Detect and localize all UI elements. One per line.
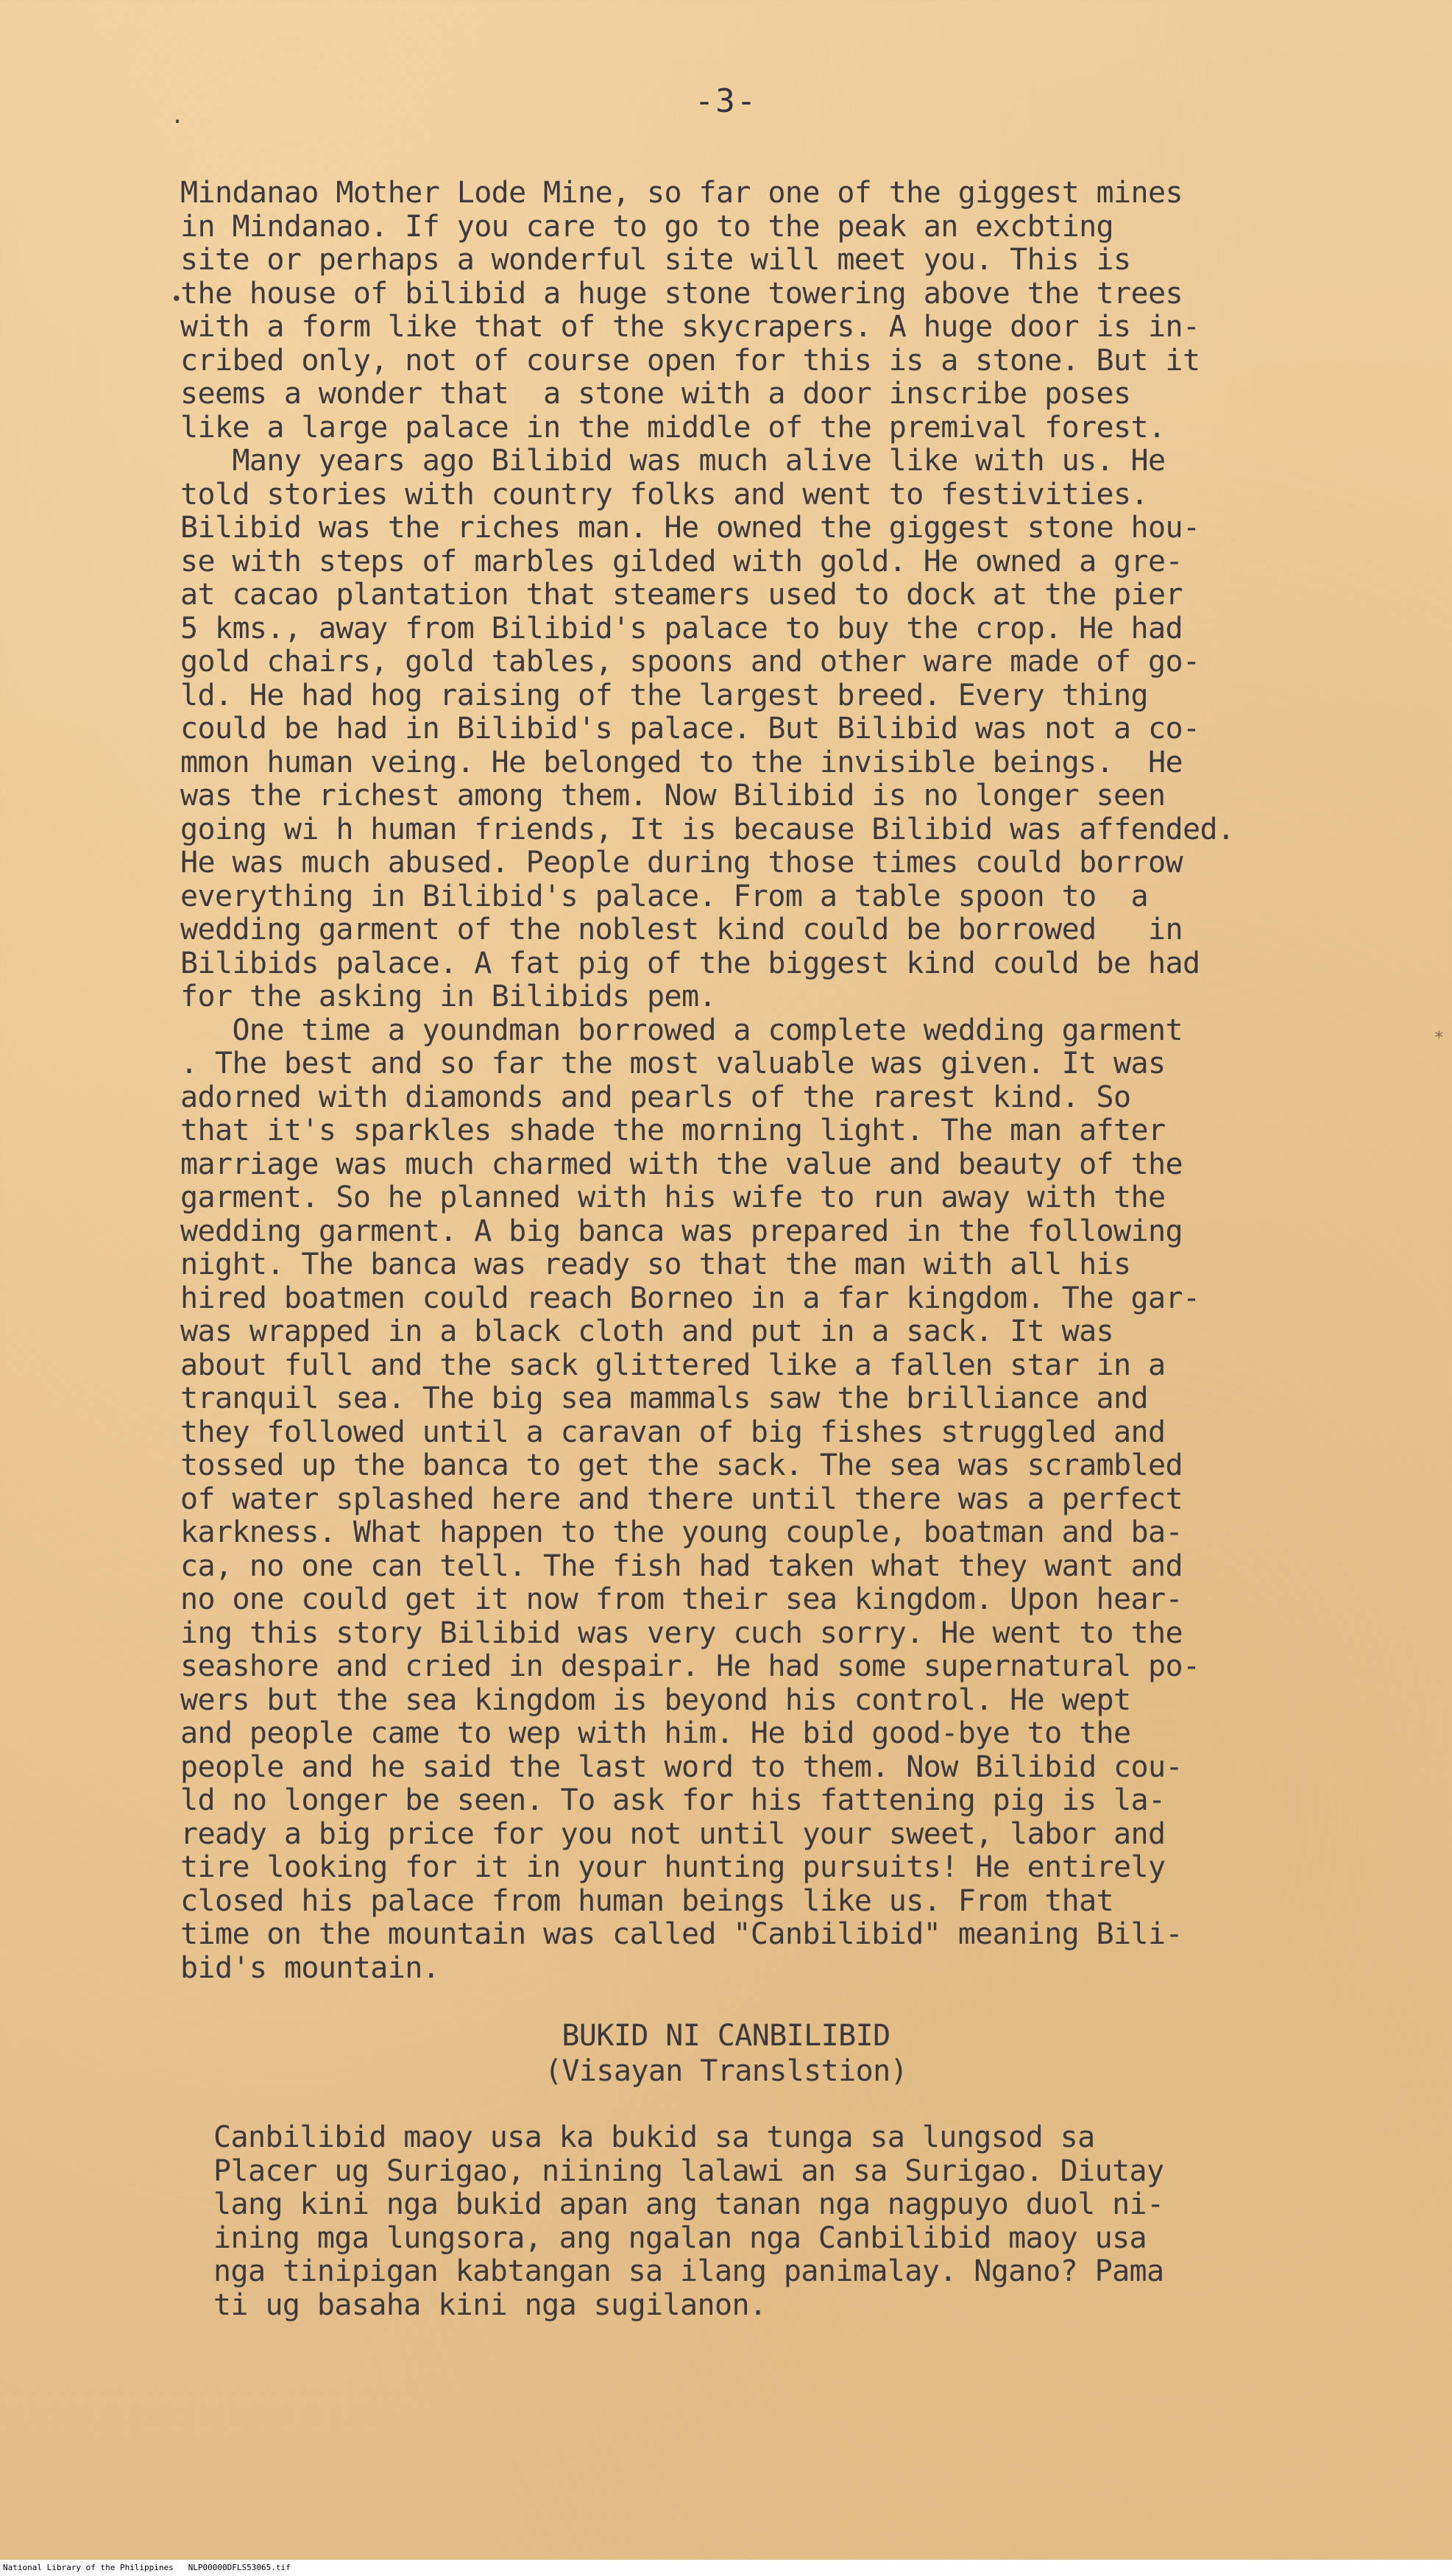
text-line: ca, no one can tell. The fish had taken what they want and [180,1549,1183,1583]
text-line: seashore and cried in despair. He had some supernatural po- [180,1649,1200,1683]
text-line: garment. So he planned with his wife to run away with the [180,1181,1166,1214]
text-line: tossed up the banca to get the sack. The sea was scrambled [180,1448,1183,1482]
text-line: Many years ago Bilibid was much alive like with us. He [180,444,1166,478]
text-line: . The best and so far the most valuable was given. It was [180,1047,1166,1080]
text-line: One time a youndman borrowed a complete wedding garment [180,1013,1183,1047]
heading-title: BUKID NI CANBILIBID [562,2019,890,2053]
text-line: adorned with diamonds and pearls of the rarest kind. So [180,1080,1131,1114]
text-line: marriage was much charmed with the value and beauty of the [180,1147,1183,1181]
text-line: gold chairs, gold tables, spoons and other ware made of go- [180,645,1200,679]
text-line: everything in Bilibid's palace. From a table spoon to a [180,879,1148,913]
text-line: they followed until a caravan of big fishes struggled and [180,1415,1166,1449]
text-line: tranquil sea. The big sea mammals saw the brilliance and [180,1381,1148,1415]
text-line: ready a big price for you not until your sweet, labor and [180,1816,1166,1851]
text-line: was the richest among them. Now Bilibid is no longer seen [180,779,1166,813]
text-line: about full and the sack glittered like a fallen star in a [180,1348,1166,1382]
text-line: He was much abused. People during those times could borrow [180,846,1183,880]
bullet-mark: • [171,289,183,311]
text-line: no one could get it now from their sea kingdom. Upon hear- [180,1582,1183,1616]
text-line: night. The banca was ready so that the man with all his [180,1248,1131,1281]
heading-subtitle: (Visayan Translstion) [544,2054,908,2088]
stray-dot-mark: . [171,103,185,129]
text-line: wedding garment. A big banca was prepared in the following [180,1214,1183,1248]
text-line: that it's sparkles shade the morning light. The man after [180,1114,1166,1147]
text-line: site or perhaps a wonderful site will meet you. This is [180,243,1131,277]
text-line: Mindanao Mother Lode Mine, so far one of the giggest mines [180,176,1183,210]
text-line: cribed only, not of course open for this is a stone. But it [180,343,1200,378]
visayan-text-line: nga tinipigan kabtangan sa ilang panimalay. Ngano? Pama [213,2254,1164,2288]
text-line: Bilibid was the riches man. He owned the giggest stone hou- [180,511,1200,545]
visayan-text-line: Canbilibid maoy usa ka bukid sa tunga sa lungsod sa [213,2120,1095,2154]
text-line: for the asking in Bilibids pem. [180,980,716,1013]
text-line: people and he said the last word to them. Now Bilibid cou- [180,1749,1183,1784]
text-line: and people came to wep with him. He bid good-bye to the [180,1716,1131,1750]
visayan-story-text [213,2121,1420,2322]
text-line: hired boatmen could reach Borneo in a far kingdom. The gar- [180,1281,1200,1315]
text-line: ing this story Bilibid was very cuch sorry. He went to the [180,1616,1183,1650]
scan-footer [0,2560,1452,2576]
text-line: wers but the sea kingdom is beyond his control. He wept [180,1682,1131,1717]
page-number: -3- [694,82,758,120]
text-line: bid's mountain. [180,1950,440,1985]
text-line: se with steps of marbles gilded with gold. He owned a gre- [180,544,1183,578]
text-line: going wi h human friends, It is because Bilibid was affended. [180,812,1235,846]
english-story-text [180,177,1395,1985]
text-line: 5 kms., away from Bilibid's palace to buy the crop. He had [180,611,1183,645]
visayan-text-line: lang kini nga bukid apan ang tanan nga nagpuyo duol ni- [213,2187,1164,2221]
text-line: could be had in Bilibid's palace. But Bilibid was not a co- [180,712,1200,746]
text-line: ld. He had hog raising of the largest breed. Every thing [180,678,1148,712]
text-line: in Mindanao. If you care to go to the peak an excbting [180,209,1114,244]
text-line: with a form like that of the skycrapers. A huge door is in- [180,310,1200,344]
footer-file-name: NLP00000DFLS53065.tif [188,2563,291,2572]
visayan-text-line: ti ug basaha kini nga sugilanon. [213,2287,767,2322]
text-line: the house of bilibid a huge stone towering above the trees [180,276,1183,311]
text-line: was wrapped in a black cloth and put in a sack. It was [180,1314,1114,1348]
text-line: Bilibids palace. A fat pig of the biggest kind could be had [180,946,1200,980]
visayan-text-line: Placer ug Surigao, niining lalawi an sa Surigao. Diutay [213,2154,1164,2188]
text-line: mmon human veing. He belonged to the invisible beings. He [180,745,1183,779]
text-line: tire looking for it in your hunting pursuits! He entirely [180,1850,1166,1884]
text-line: told stories with country folks and went to festivities. [180,477,1148,512]
footer-library-name: National Library of the Philippines [3,2563,174,2572]
text-line: time on the mountain was called "Canbilibid" meaning Bili- [180,1917,1183,1951]
text-line: of water splashed here and there until there was a perfect [180,1482,1183,1516]
text-line: closed his palace from human beings like us. From that [180,1883,1114,1918]
text-line: wedding garment of the noblest kind could be borrowed in [180,913,1183,946]
visayan-heading [0,2018,1452,2089]
text-line: karkness. What happen to the young couple, boatman and ba- [180,1515,1183,1549]
margin-smudge-mark: * [1434,1027,1445,1048]
text-line: at cacao plantation that steamers used to dock at the pier [180,578,1183,612]
text-line: like a large palace in the middle of the premival forest. [180,410,1166,445]
text-line: ld no longer be seen. To ask for his fattening pig is la- [180,1783,1166,1817]
text-line: seems a wonder that a stone with a door inscribe poses [180,377,1131,411]
visayan-text-line: ining mga lungsora, ang ngalan nga Canbilibid maoy usa [213,2221,1147,2255]
